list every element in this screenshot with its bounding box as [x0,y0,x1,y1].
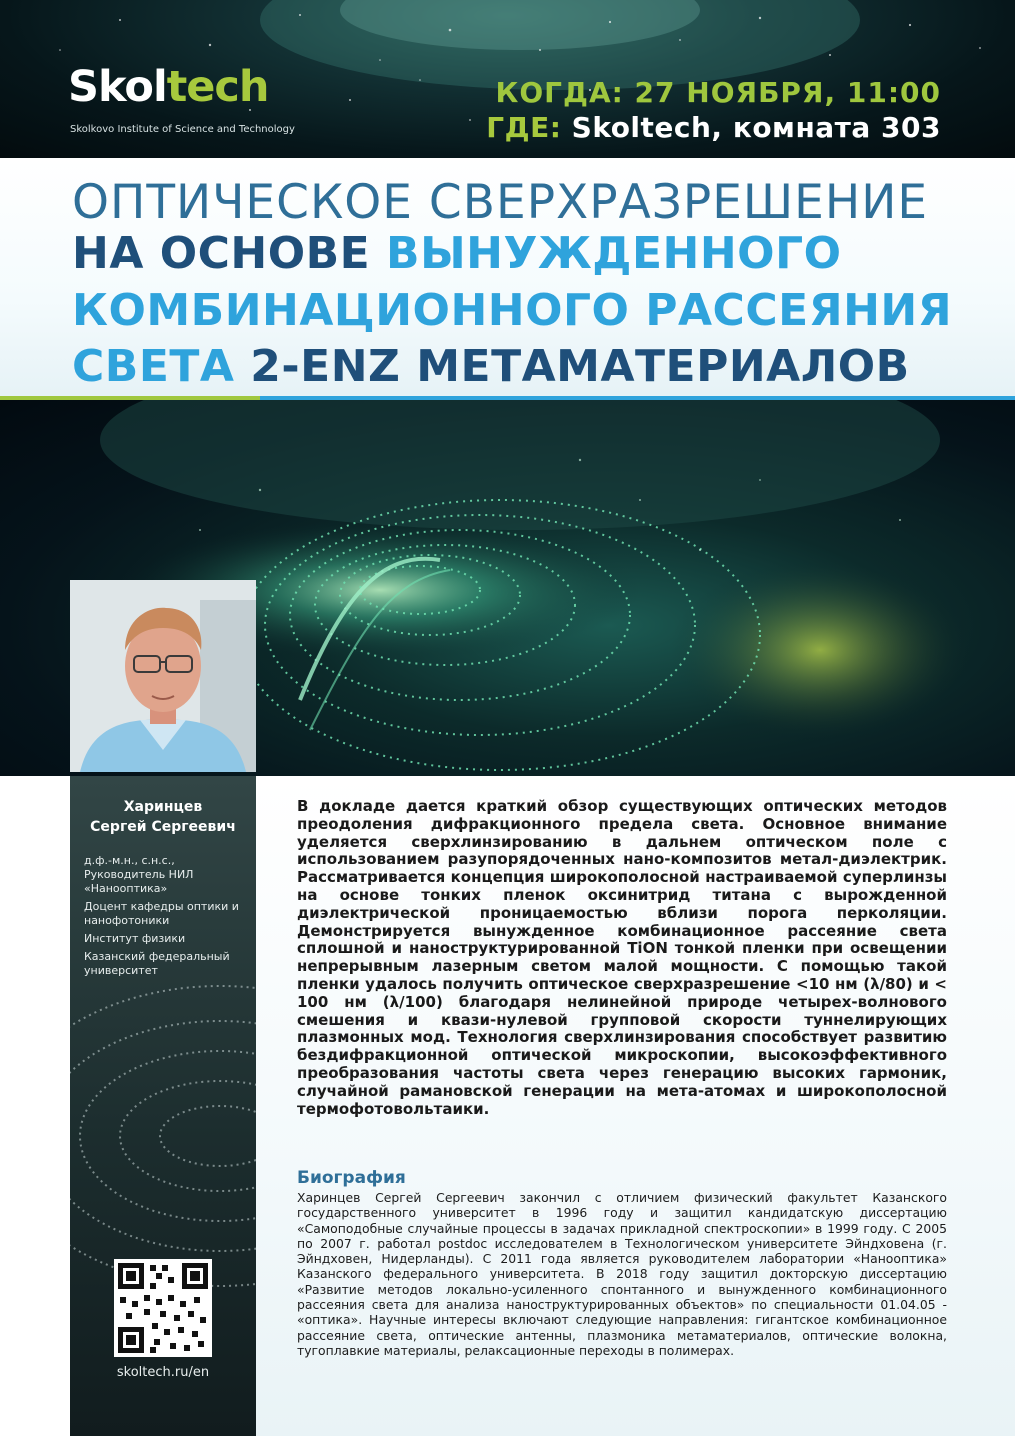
where-value: Skoltech, комната 303 [561,111,941,144]
speaker-role: Доцент кафедры оптики и нанофотоники [84,900,239,927]
speaker-role: Институт физики [84,932,186,945]
title-line-4 [72,341,910,392]
logo-text-part2: tech [166,62,269,112]
abstract-text: В докладе дается краткий обзор существующих оптических методов преодоления дифракционного предела света. Основное внимание уделяется сверхлинзированию в дальнем оптическом поле с использованием разупорядоченных нано-композитов метал-диэлектрик. Рассматривается концепция широкополосной настраиваемой суперлинзы на основе тонких пленок оксинитрид титана с вырожденной диэлектрической проницаемостью вблизи порога перколяции. Демонстрируется вынужденное комбинационное рассеяние света сплошной и наноструктурированной TiON тонкой пленки при освещении непрерывным лазерным светом малой мощности. С помощью такой пленки удалось получить оптическое сверхразрешение <10 нм (λ/80) и < 100 нм (λ/100) благодаря нелинейной природе четырех-волнового смешения и квази-нулевой групповой скорости туннелирующих плазмонных мод. Технология сверхлинзирования способствует развитию бездифракционной оптической микроскопии, высокоэффективного преобразования частоты света через генерацию высоких гармоник, случайной рамановской генерации на мета-атомах и широкополосной термофотовольтаики. [297,797,947,1118]
title-line-2b: ВЫНУЖДЕННОГО [386,228,842,279]
where-label: ГДЕ: [486,111,562,144]
title-line-2 [72,228,842,279]
qr-link-text[interactable]: skoltech.ru/en [116,1365,210,1380]
logo-subtitle: Skolkovo Institute of Science and Technology [70,124,295,135]
skoltech-logo[interactable] [68,62,269,112]
title-line-4a: СВЕТА [72,341,251,392]
event-when: КОГДА: 27 НОЯБРЯ, 11:00 [495,76,941,109]
title-line-1: ОПТИЧЕСКОЕ СВЕРХРАЗРЕШЕНИЕ [72,175,929,230]
event-where [486,111,941,144]
speaker-surname: Харинцев [123,799,203,815]
biography-text: Харинцев Сергей Сергеевич закончил с отличием физический факультет Казанского государственного университет в 1996 году и защитил кандидатскую диссертацию «Самоподобные случайные процессы в задачах прикладной спектроскопии» в 1999 году. С 2005 по 2007 г. работал postdoc исследователем в Технологическом университете Эйндховена (г. Эйндховен, Нидерланды). С 2011 года является руководителем лаборатории «Нанооптика» Казанского федерального университета. В 2018 году защитил докторскую диссертацию «Развитие методов локально-усиленного спонтанного и вынужденного комбинационного рассеяния света для анализа наноструктурированных объектов» по специальности 01.04.05 - «оптика». Научные интересы включают следующие направления: гигантское комбинационное рассеяние света, оптические антенны, плазмоника метаматериалов, оптические волокна, тугоплавкие материалы, релаксационные переходы в полимерах. [297,1190,947,1358]
speaker-name [70,797,256,837]
speaker-photo [70,580,256,772]
speaker-roles [84,854,254,982]
speaker-role: д.ф.-м.н., с.н.с., Руководитель НИЛ «Нанооптика» [84,854,194,895]
speaker-given-names: Сергей Сергеевич [90,819,236,835]
logo-text-part1: Skol [68,62,167,112]
speaker-portrait [70,580,256,772]
qr-code-icon [114,1259,212,1357]
qr-code[interactable] [114,1259,212,1357]
title-line-3: КОМБИНАЦИОННОГО РАССЕЯНИЯ [72,285,953,336]
speaker-role: Казанский федеральный университет [84,950,230,977]
title-line-4b: 2-ENZ МЕТАМАТЕРИАЛОВ [250,341,910,392]
biography-heading: Биография [297,1168,406,1188]
header-band [0,0,1015,158]
title-line-2a: НА ОСНОВЕ [72,228,387,279]
